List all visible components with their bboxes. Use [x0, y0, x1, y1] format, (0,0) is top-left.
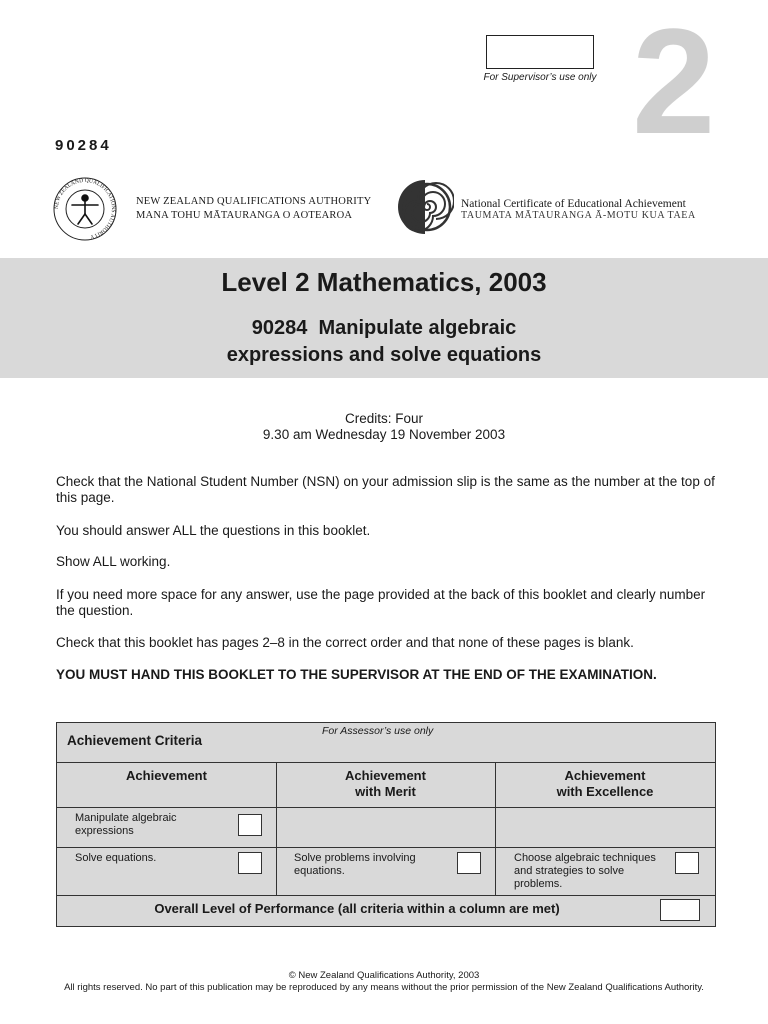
ncea-name	[461, 198, 696, 222]
copyright-notice: © New Zealand Qualifications Authority, 2003	[288, 970, 480, 981]
ncea-name-maori: TAUMATA MĀTAURANGA Ā-MOTU KUA TAEA	[461, 210, 696, 221]
criterion-solve-equations: Solve equations.	[75, 852, 157, 864]
table-rule	[57, 847, 715, 848]
exam-subtitle	[0, 315, 768, 369]
assessor-table	[56, 722, 716, 927]
overall-performance-label: Overall Level of Performance (all criteria within a column are met)	[154, 901, 560, 916]
instruction-extra-space: If you need more space for any answer, use the page provided at the back of this booklet and clearly number the question.	[56, 587, 706, 618]
overall-performance-box[interactable]	[660, 899, 700, 921]
ncea-name-english: National Certificate of Educational Achievement	[461, 198, 686, 210]
instruction-show-working: Show ALL working.	[56, 554, 171, 569]
checkbox-solve-equations[interactable]	[238, 852, 262, 874]
checkbox-choose-techniques[interactable]	[675, 852, 699, 874]
criterion-manipulate-expressions: Manipulate algebraic expressions	[75, 812, 177, 837]
rights-notice: All rights reserved. No part of this publication may be reproduced by any means without the prior permission of the New Zealand Qualifications Authority.	[64, 982, 704, 993]
criterion-solve-problems: Solve problems involving equations.	[294, 852, 416, 877]
nzqa-seal-text: NEW ZEALAND QUALIFICATIONS AUTHORITY	[53, 177, 117, 240]
standard-code: 90284	[55, 137, 112, 154]
checkbox-solve-problems[interactable]	[457, 852, 481, 874]
exam-title: Level 2 Mathematics, 2003	[221, 267, 547, 297]
table-rule	[57, 807, 715, 808]
exam-info	[0, 411, 768, 443]
subtitle-line-2: expressions and solve equations	[226, 344, 542, 366]
nzqa-name-maori: MANA TOHU MĀTAURANGA O AOTEAROA	[136, 210, 353, 221]
nzqa-name	[136, 195, 371, 223]
nzqa-seal-logo	[52, 176, 118, 242]
exam-datetime: 9.30 am Wednesday 19 November 2003	[262, 427, 506, 442]
column-achievement: Achievement	[126, 768, 207, 783]
subtitle-line-1: 90284 Manipulate algebraic	[251, 317, 517, 339]
column-excellence: Achievement with Excellence	[556, 768, 654, 799]
nzqa-name-english: NEW ZEALAND QUALIFICATIONS AUTHORITY	[136, 196, 372, 207]
level-number: 2	[632, 0, 716, 165]
criterion-choose-techniques: Choose algebraic techniques and strategies to solve problems.	[514, 852, 656, 890]
checkbox-manipulate-expressions[interactable]	[238, 814, 262, 836]
credits: Credits: Four	[344, 411, 424, 426]
supervisor-label: For Supervisor’s use only	[483, 72, 597, 83]
ncea-spiral-logo	[396, 176, 454, 238]
instruction-answer-all: You should answer ALL the questions in this booklet.	[56, 523, 371, 538]
table-rule	[57, 895, 715, 896]
instruction-hand-in: YOU MUST HAND THIS BOOKLET TO THE SUPERVISOR AT THE END OF THE EXAMINATION.	[56, 667, 657, 682]
instruction-nsn: Check that the National Student Number (NSN) on your admission slip is the same as the number at the top of this page.	[56, 474, 715, 505]
assessor-use-label: For Assessor’s use only	[322, 725, 434, 737]
instruction-check-pages: Check that this booklet has pages 2–8 in the correct order and that none of these pages is blank.	[56, 635, 634, 650]
column-merit: Achievement with Merit	[345, 768, 426, 799]
criteria-heading: Achievement Criteria	[67, 733, 203, 748]
table-rule	[57, 762, 715, 763]
supervisor-box[interactable]	[486, 35, 594, 69]
